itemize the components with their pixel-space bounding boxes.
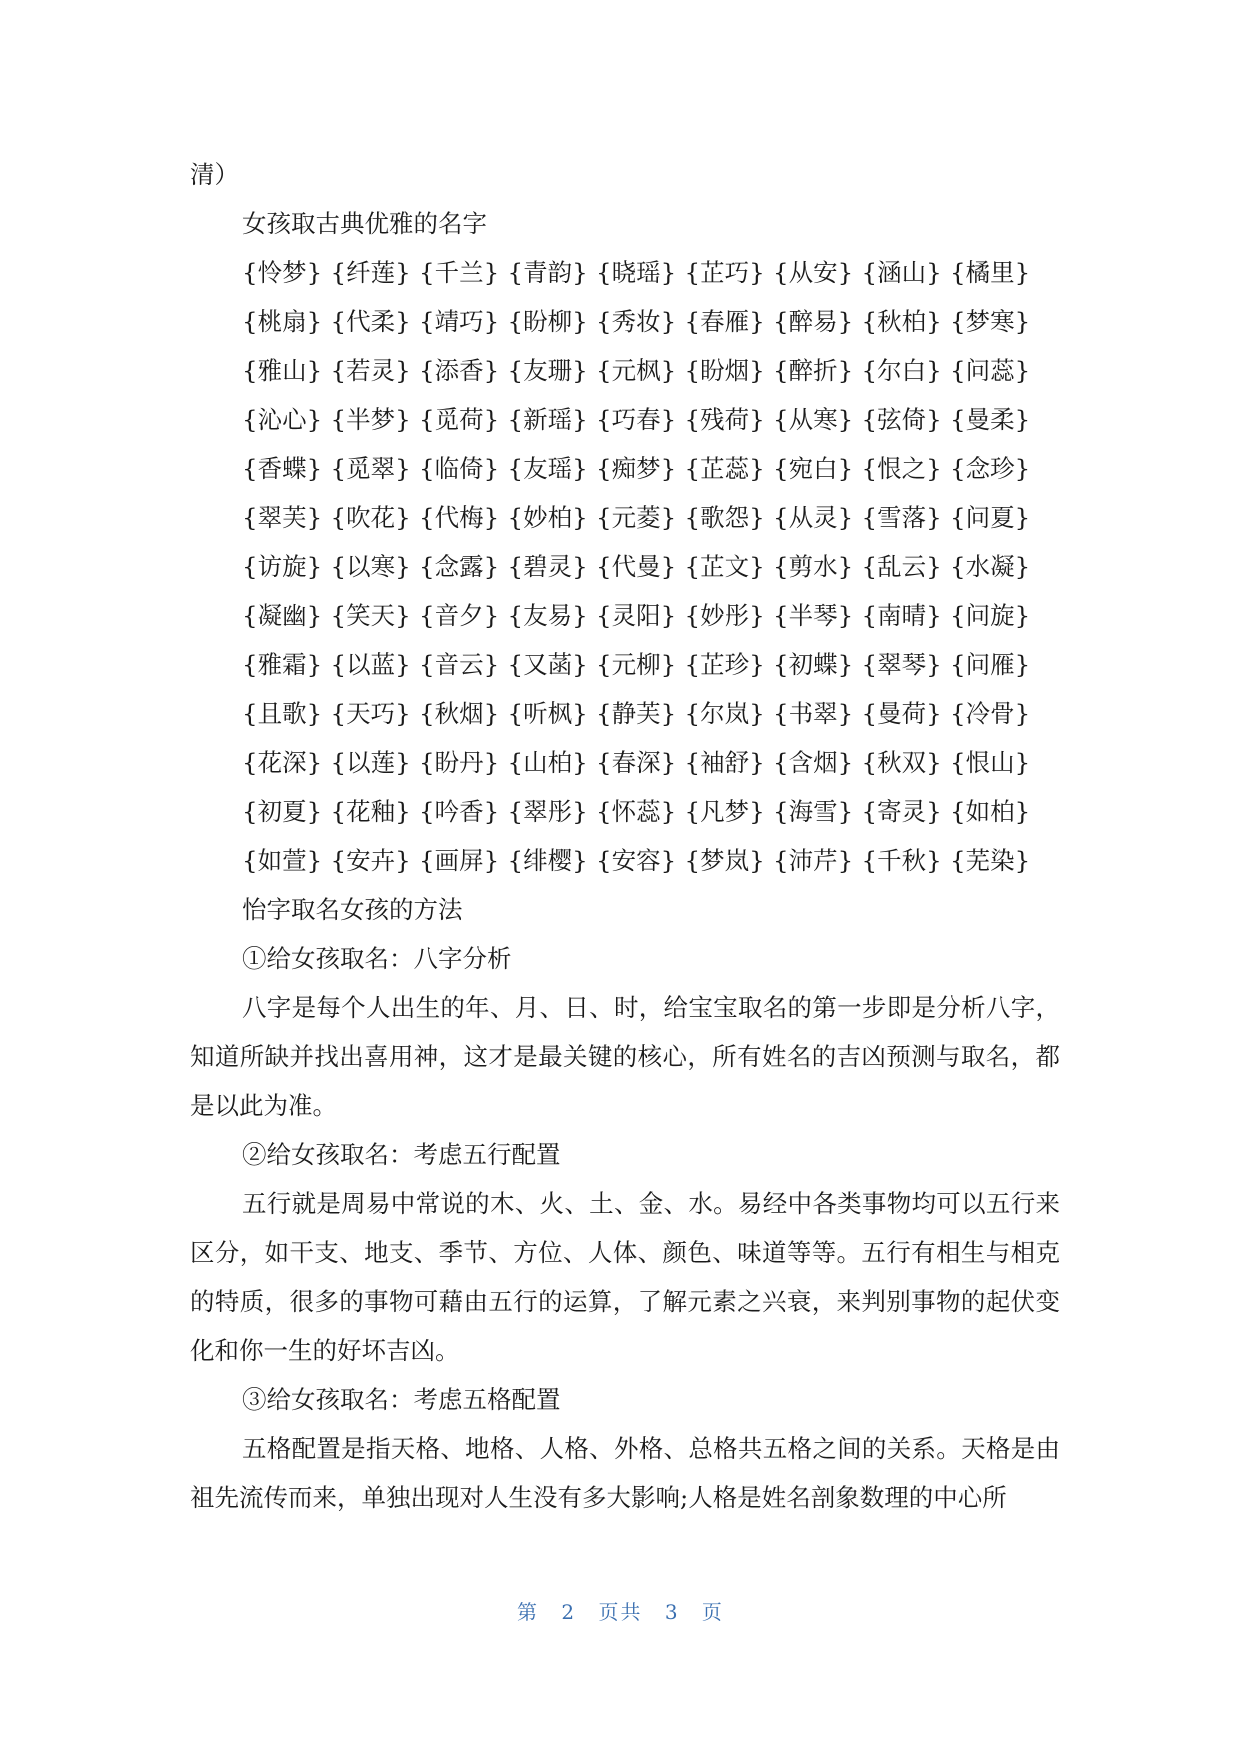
name-entry: {以莲}	[330, 748, 411, 777]
name-entry: {秋烟}	[419, 699, 500, 728]
name-entry: {恨之}	[861, 454, 942, 483]
name-entry: {秀妆}	[596, 307, 677, 336]
name-entry: {芜染}	[950, 846, 1031, 875]
names-grid	[190, 248, 1060, 885]
page-footer: 第 2 页共 3 页	[517, 1600, 724, 1624]
name-entry: {花釉}	[330, 797, 411, 826]
name-entry: {念珍}	[950, 454, 1031, 483]
name-entry: {问雁}	[950, 650, 1031, 679]
section-2-title: ②给女孩取名：考虑五行配置	[242, 1140, 561, 1169]
name-entry: {涵山}	[861, 258, 942, 287]
name-entry: {醉折}	[773, 356, 854, 385]
name-entry: {剪水}	[773, 552, 854, 581]
name-entry: {凡梦}	[684, 797, 765, 826]
name-entry: {恨山}	[950, 748, 1031, 777]
name-entry: {宛白}	[773, 454, 854, 483]
name-entry: {天巧}	[330, 699, 411, 728]
names-row	[242, 297, 1060, 346]
names-row	[242, 542, 1060, 591]
name-entry: {从灵}	[773, 503, 854, 532]
name-entry: {秋双}	[861, 748, 942, 777]
name-entry: {山柏}	[507, 748, 588, 777]
name-entry: {梦岚}	[684, 846, 765, 875]
name-entry: {问夏}	[950, 503, 1031, 532]
name-entry: {尔白}	[861, 356, 942, 385]
name-entry: {代曼}	[596, 552, 677, 581]
name-entry: {初蝶}	[773, 650, 854, 679]
name-entry: {从寒}	[773, 405, 854, 434]
name-entry: {绯樱}	[507, 846, 588, 875]
name-entry: {觅荷}	[419, 405, 500, 434]
name-entry: {靖巧}	[419, 307, 500, 336]
name-entry: {水凝}	[950, 552, 1031, 581]
name-entry: {曼荷}	[861, 699, 942, 728]
name-entry: {书翠}	[773, 699, 854, 728]
name-entry: {芷巧}	[684, 258, 765, 287]
name-entry: {静芙}	[596, 699, 677, 728]
name-entry: {雪落}	[861, 503, 942, 532]
name-entry: {代柔}	[330, 307, 411, 336]
name-entry: {元柳}	[596, 650, 677, 679]
name-entry: {问旋}	[950, 601, 1031, 630]
name-entry: {千秋}	[861, 846, 942, 875]
name-entry: {且歌}	[242, 699, 323, 728]
name-entry: {元菱}	[596, 503, 677, 532]
name-entry: {沛芹}	[773, 846, 854, 875]
names-row	[242, 248, 1060, 297]
name-entry: {橘里}	[950, 258, 1031, 287]
name-entry: {千兰}	[419, 258, 500, 287]
section-1-body: 八字是每个人出生的年、月、日、时，给宝宝取名的第一步即是分析八字，知道所缺并找出喜用神，这才是最关键的核心，所有姓名的吉凶预测与取名，都是以此为准。	[190, 993, 1060, 1120]
names-row	[242, 836, 1060, 885]
name-entry: {含烟}	[773, 748, 854, 777]
names-row	[242, 787, 1060, 836]
name-entry: {残荷}	[684, 405, 765, 434]
name-entry: {又菡}	[507, 650, 588, 679]
name-entry: {以寒}	[330, 552, 411, 581]
name-entry: {碧灵}	[507, 552, 588, 581]
name-entry: {南晴}	[861, 601, 942, 630]
name-entry: {翠芙}	[242, 503, 323, 532]
name-entry: {安卉}	[330, 846, 411, 875]
name-entry: {妙柏}	[507, 503, 588, 532]
name-entry: {巧春}	[596, 405, 677, 434]
name-entry: {香蝶}	[242, 454, 323, 483]
name-entry: {添香}	[419, 356, 500, 385]
name-entry: {晓瑶}	[596, 258, 677, 287]
name-entry: {友瑶}	[507, 454, 588, 483]
name-entry: {秋柏}	[861, 307, 942, 336]
name-entry: {弦倚}	[861, 405, 942, 434]
name-entry: {梦寒}	[950, 307, 1031, 336]
name-entry: {春深}	[596, 748, 677, 777]
name-entry: {代梅}	[419, 503, 500, 532]
name-entry: {怜梦}	[242, 258, 323, 287]
name-entry: {妙彤}	[684, 601, 765, 630]
name-entry: {春雁}	[684, 307, 765, 336]
name-entry: {画屏}	[419, 846, 500, 875]
name-entry: {青韵}	[507, 258, 588, 287]
names-row	[242, 346, 1060, 395]
name-entry: {乱云}	[861, 552, 942, 581]
names-row	[242, 444, 1060, 493]
names-row	[242, 640, 1060, 689]
name-entry: {尔岚}	[684, 699, 765, 728]
heading-classic-names: 女孩取古典优雅的名字	[242, 209, 487, 238]
name-entry: {盼烟}	[684, 356, 765, 385]
name-entry: {如萱}	[242, 846, 323, 875]
name-entry: {纤莲}	[330, 258, 411, 287]
section-1-title: ①给女孩取名：八字分析	[242, 944, 512, 973]
continuation-text: 清）	[190, 160, 239, 189]
name-entry: {海雪}	[773, 797, 854, 826]
name-entry: {雅霜}	[242, 650, 323, 679]
name-entry: {灵阳}	[596, 601, 677, 630]
name-entry: {听枫}	[507, 699, 588, 728]
name-entry: {若灵}	[330, 356, 411, 385]
name-entry: {安容}	[596, 846, 677, 875]
name-entry: {沁心}	[242, 405, 323, 434]
name-entry: {念露}	[419, 552, 500, 581]
name-entry: {袖舒}	[684, 748, 765, 777]
name-entry: {芷蕊}	[684, 454, 765, 483]
name-entry: {友珊}	[507, 356, 588, 385]
name-entry: {友易}	[507, 601, 588, 630]
name-entry: {音云}	[419, 650, 500, 679]
name-entry: {盼柳}	[507, 307, 588, 336]
name-entry: {醉易}	[773, 307, 854, 336]
heading-naming-methods: 怡字取名女孩的方法	[242, 895, 463, 924]
name-entry: {觅翠}	[330, 454, 411, 483]
name-entry: {初夏}	[242, 797, 323, 826]
names-row	[242, 689, 1060, 738]
name-entry: {寄灵}	[861, 797, 942, 826]
name-entry: {音夕}	[419, 601, 500, 630]
names-row	[242, 395, 1060, 444]
names-row	[242, 738, 1060, 787]
name-entry: {吹花}	[330, 503, 411, 532]
name-entry: {雅山}	[242, 356, 323, 385]
name-entry: {翠琴}	[861, 650, 942, 679]
name-entry: {元枫}	[596, 356, 677, 385]
name-entry: {新瑶}	[507, 405, 588, 434]
page-content	[190, 150, 1060, 1522]
name-entry: {痴梦}	[596, 454, 677, 483]
name-entry: {以蓝}	[330, 650, 411, 679]
name-entry: {歌怨}	[684, 503, 765, 532]
name-entry: {花深}	[242, 748, 323, 777]
name-entry: {访旋}	[242, 552, 323, 581]
name-entry: {怀蕊}	[596, 797, 677, 826]
name-entry: {盼丹}	[419, 748, 500, 777]
name-entry: {如柏}	[950, 797, 1031, 826]
name-entry: {曼柔}	[950, 405, 1031, 434]
section-3-body: 五格配置是指天格、地格、人格、外格、总格共五格之间的关系。天格是由祖先流传而来，单独出现对人生没有多大影响;人格是姓名剖象数理的中心所	[190, 1434, 1060, 1512]
name-entry: {笑天}	[330, 601, 411, 630]
name-entry: {翠彤}	[507, 797, 588, 826]
name-entry: {芷珍}	[684, 650, 765, 679]
names-row	[242, 493, 1060, 542]
name-entry: {问蕊}	[950, 356, 1031, 385]
name-entry: {吟香}	[419, 797, 500, 826]
section-2-body: 五行就是周易中常说的木、火、土、金、水。易经中各类事物均可以五行来区分，如干支、地支、季节、方位、人体、颜色、味道等等。五行有相生与相克的特质，很多的事物可藉由五行的运算，了解元素之兴衰，来判别事物的起伏变化和你一生的好坏吉凶。	[190, 1189, 1060, 1365]
name-entry: {临倚}	[419, 454, 500, 483]
name-entry: {芷文}	[684, 552, 765, 581]
names-row	[242, 591, 1060, 640]
name-entry: {桃扇}	[242, 307, 323, 336]
name-entry: {半梦}	[330, 405, 411, 434]
section-3-title: ③给女孩取名：考虑五格配置	[242, 1385, 561, 1414]
name-entry: {冷骨}	[950, 699, 1031, 728]
name-entry: {凝幽}	[242, 601, 323, 630]
name-entry: {半琴}	[773, 601, 854, 630]
name-entry: {从安}	[773, 258, 854, 287]
